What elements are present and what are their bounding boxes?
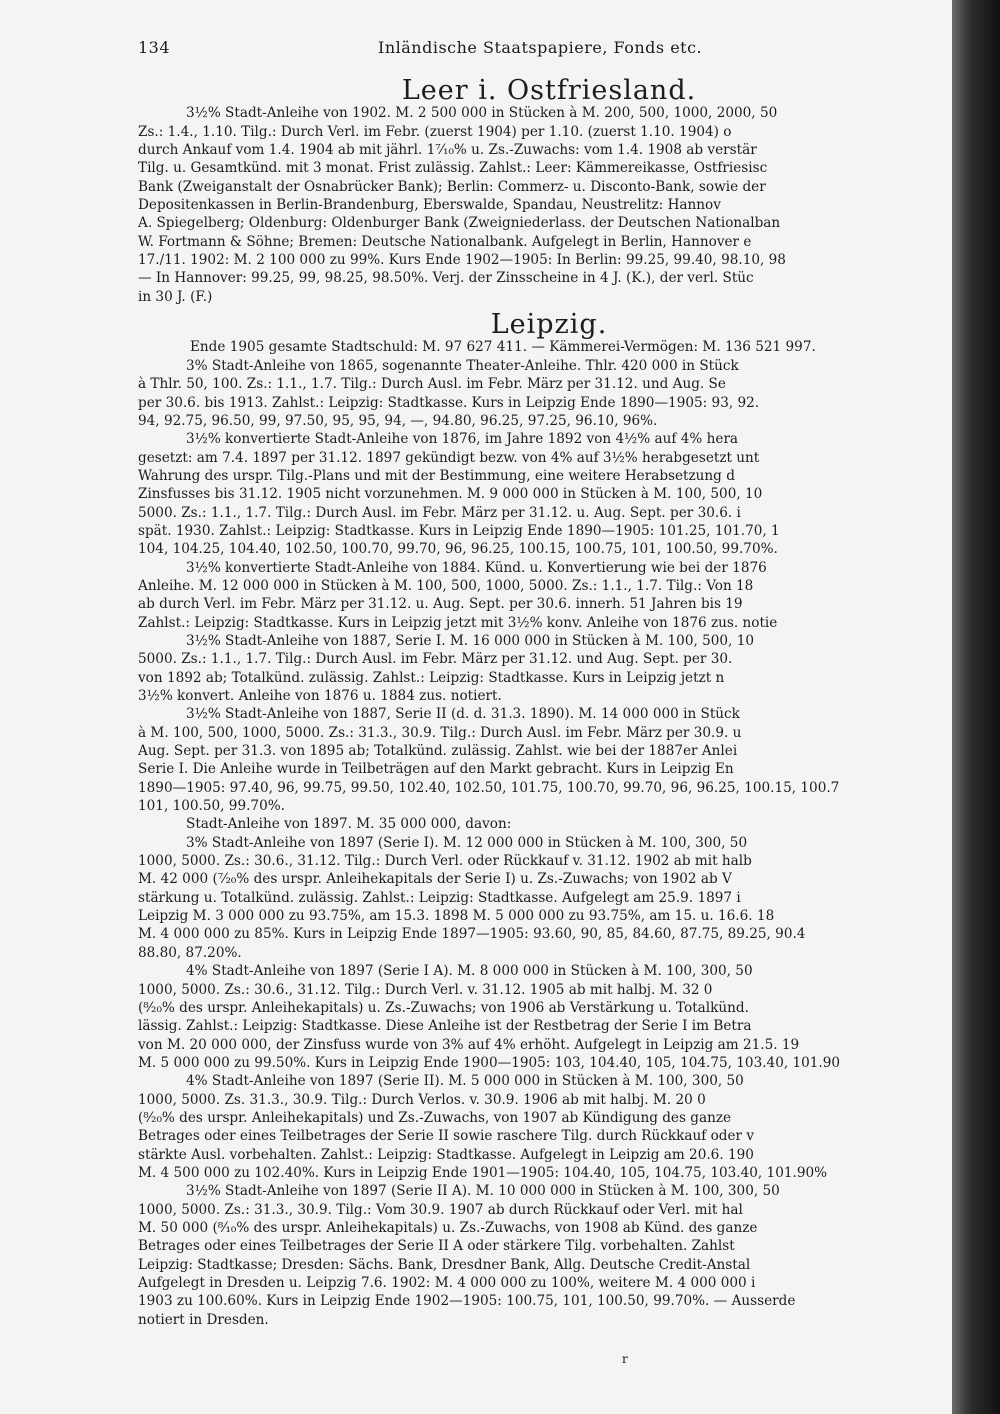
text-line: M. 42 000 (⁷⁄₂₀% des urspr. Anleihekapitals der Serie I) u. Zs.-Zuwachs; von 1902 ab V	[138, 871, 732, 888]
text-line: lässig. Zahlst.: Leipzig: Stadtkasse. Diese Anleihe ist der Restbetrag der Serie I im Betra	[138, 1018, 752, 1035]
text-line: M. 50 000 (⁸⁄₁₀% des urspr. Anleihekapitals) u. Zs.-Zuwachs, von 1908 ab Künd. des ganze	[138, 1219, 758, 1236]
text-line: 1000, 5000. Zs.: 30.6., 31.12. Tilg.: Durch Verl. oder Rückkauf v. 31.12. 1902 ab mit halb	[138, 853, 752, 870]
leer-entry	[138, 104, 952, 306]
text-line: 3% Stadt-Anleihe von 1865, sogenannte Theater-Anleihe. Thlr. 420 000 in Stück	[186, 357, 739, 374]
text-line: 4% Stadt-Anleihe von 1897 (Serie II). M. 5 000 000 in Stücken à M. 100, 300, 50	[186, 1073, 744, 1090]
text-line: M. 4 500 000 zu 102.40%. Kurs in Leipzig Ende 1901—1905: 104.40, 105, 104.75, 103.40, 101.90%	[138, 1164, 828, 1181]
text-line: 3½% Stadt-Anleihe von 1902. M. 2 500 000 in Stücken à M. 200, 500, 1000, 2000, 50	[186, 105, 778, 122]
section-title-leer: Leer i. Ostfriesland.	[401, 76, 697, 106]
text-line: 17./11. 1902: M. 2 100 000 zu 99%. Kurs Ende 1902—1905: In Berlin: 99.25, 99.40, 98.10, 98	[138, 252, 786, 269]
text-line: 1000, 5000. Zs.: 31.3., 30.9. Tilg.: Vom 30.9. 1907 ab durch Rückkauf oder Verl. mit hal	[138, 1201, 743, 1218]
text-line: 5000. Zs.: 1.1., 1.7. Tilg.: Durch Ausl. im Febr. März per 31.12. u. Aug. Sept. per 30.6. i	[138, 504, 741, 521]
text-line: Leipzig: Stadtkasse; Dresden: Sächs. Bank, Dresdner Bank, Allg. Deutsche Credit-Anstal	[138, 1256, 751, 1273]
running-title: Inländische Staatspapiere, Fonds etc.	[378, 38, 703, 57]
text-line: 3½% konvertierte Stadt-Anleihe von 1884. Künd. u. Konvertierung wie bei der 1876	[186, 559, 767, 576]
text-line: Betrages oder eines Teilbetrages der Serie II sowie raschere Tilg. durch Rückkauf oder v	[138, 1128, 755, 1145]
text-line: stärkte Ausl. vorbehalten. Zahlst.: Leipzig: Stadtkasse. Aufgelegt in Leipzig am 20.6. 190	[138, 1146, 754, 1163]
text-line: 5000. Zs.: 1.1., 1.7. Tilg.: Durch Ausl. im Febr. März per 31.12. und Aug. Sept. per 30.	[138, 651, 733, 668]
text-line: W. Fortmann & Söhne; Bremen: Deutsche Nationalbank. Aufgelegt in Berlin, Hannover e	[138, 233, 752, 250]
footer-mark: r	[622, 1352, 628, 1366]
text-line: von M. 20 000 000, der Zinsfuss wurde von 3% auf 4% erhöht. Aufgelegt in Leipzig am 21.5. 19	[138, 1036, 800, 1053]
text-line: Aug. Sept. per 31.3. von 1895 ab; Totalkünd. zulässig. Zahlst. wie bei der 1887er Anlei	[138, 743, 738, 760]
text-line: Betrages oder eines Teilbetrages der Serie II A oder stärkere Tilg. vorbehalten. Zahlst	[138, 1238, 735, 1255]
text-line: Tilg. u. Gesamtkünd. mit 3 monat. Frist zulässig. Zahlst.: Leer: Kämmereikasse, Ostfriesisc	[138, 160, 768, 177]
text-line: von 1892 ab; Totalkünd. zulässig. Zahlst.: Leipzig: Stadtkasse. Kurs in Leipzig jetzt n	[138, 669, 725, 686]
leipzig-intro: Ende 1905 gesamte Stadtschuld: M. 97 627 411. — Kämmerei-Vermögen: M. 136 521 997.	[190, 339, 816, 356]
page-edge-shadow	[952, 0, 1000, 1414]
section-title-leipzig: Leipzig.	[490, 309, 608, 341]
text-line: — In Hannover: 99.25, 99, 98.25, 98.50%. Verj. der Zinsscheine in 4 J. (K.), der verl. Stüc	[138, 270, 754, 287]
text-line: 1903 zu 100.60%. Kurs in Leipzig Ende 1902—1905: 100.75, 101, 100.50, 99.70%. — Ausserde	[138, 1293, 796, 1310]
leipzig-entries	[138, 357, 952, 1329]
text-line: Stadt-Anleihe von 1897. M. 35 000 000, davon:	[186, 816, 512, 833]
text-line: ab durch Verl. im Febr. März per 31.12. u. Aug. Sept. per 30.6. innerh. 51 Jahren bis 19	[138, 596, 743, 613]
text-line: 1000, 5000. Zs. 31.3., 30.9. Tilg.: Durch Verlos. v. 30.9. 1906 ab mit halbj. M. 20 0	[138, 1091, 706, 1108]
text-line: per 30.6. bis 1913. Zahlst.: Leipzig: Stadtkasse. Kurs in Leipzig Ende 1890—1905: 93, 92.	[138, 394, 760, 411]
page-content	[138, 76, 952, 1329]
text-line: Aufgelegt in Dresden u. Leipzig 7.6. 1902: M. 4 000 000 zu 100%, weitere M. 4 000 000 i	[138, 1275, 756, 1291]
text-line: 3½% Stadt-Anleihe von 1887, Serie I. M. 16 000 000 in Stücken à M. 100, 500, 10	[186, 632, 754, 649]
text-line: durch Ankauf vom 1.4. 1904 ab mit jährl. 1⁷⁄₁₀% u. Zs.-Zuwachs: vom 1.4. 1908 ab verstär	[138, 142, 757, 159]
text-line: 3% Stadt-Anleihe von 1897 (Serie I). M. 12 000 000 in Stücken à M. 100, 300, 50	[186, 834, 748, 851]
text-line: 3½% Stadt-Anleihe von 1887, Serie II (d. d. 31.3. 1890). M. 14 000 000 in Stück	[186, 706, 740, 723]
page-number: 134	[138, 38, 171, 57]
text-line: 3½% Stadt-Anleihe von 1897 (Serie II A). M. 10 000 000 in Stücken à M. 100, 300, 50	[186, 1183, 780, 1200]
text-line: Zahlst.: Leipzig: Stadtkasse. Kurs in Leipzig jetzt mit 3½% konv. Anleihe von 1876 zus. notie	[138, 614, 778, 631]
text-line: 88.80, 87.20%.	[138, 944, 242, 961]
text-line: Anleihe. M. 12 000 000 in Stücken à M. 100, 500, 1000, 5000. Zs.: 1.1., 1.7. Tilg.: Von 18	[138, 577, 754, 594]
text-line: gesetzt: am 7.4. 1897 per 31.12. 1897 gekündigt bezw. von 4% auf 3½% herabgesetzt unt	[138, 449, 760, 466]
text-line: (⁸⁄₂₀% des urspr. Anleihekapitals) und Zs.-Zuwachs, von 1907 ab Kündigung des ganze	[138, 1109, 732, 1126]
text-line: 94, 92.75, 96.50, 99, 97.50, 95, 95, 94, —, 94.80, 96.25, 97.25, 96.10, 96%.	[138, 412, 658, 429]
text-line: (⁸⁄₂₀% des urspr. Anleihekapitals) u. Zs.-Zuwachs; von 1906 ab Verstärkung u. Totalkünd.	[138, 999, 749, 1016]
text-line: 3½% konvertierte Stadt-Anleihe von 1876, im Jahre 1892 von 4½% auf 4% hera	[186, 431, 739, 448]
text-line: Wahrung des urspr. Tilg.-Plans und mit der Bestimmung, eine weitere Herabsetzung d	[138, 467, 735, 484]
text-line: M. 5 000 000 zu 99.50%. Kurs in Leipzig Ende 1900—1905: 103, 104.40, 105, 104.75, 103.40, 101.90	[138, 1054, 841, 1071]
text-line: Leipzig M. 3 000 000 zu 93.75%, am 15.3. 1898 M. 5 000 000 zu 93.75%, am 15. u. 16.6. 18	[138, 908, 775, 925]
text-line: spät. 1930. Zahlst.: Leipzig: Stadtkasse. Kurs in Leipzig Ende 1890—1905: 101.25, 101.70, 1	[138, 522, 780, 539]
text-line: à M. 100, 500, 1000, 5000. Zs.: 31.3., 30.9. Tilg.: Durch Ausl. im Febr. März per 30.9. u	[138, 724, 742, 741]
text-line: M. 4 000 000 zu 85%. Kurs in Leipzig Ende 1897—1905: 93.60, 90, 85, 84.60, 87.75, 89.25, 90.4	[138, 926, 806, 943]
text-line: 101, 100.50, 99.70%.	[138, 798, 285, 815]
text-line: in 30 J. (F.)	[138, 288, 213, 305]
running-head	[138, 38, 952, 60]
text-line: stärkung u. Totalkünd. zulässig. Zahlst.: Leipzig: Stadtkasse. Aufgelegt am 25.9. 1897 i	[138, 889, 741, 906]
text-line: 104, 104.25, 104.40, 102.50, 100.70, 99.70, 96, 96.25, 100.15, 100.75, 101, 100.50, 99.70%.	[138, 541, 778, 558]
text-line: A. Spiegelberg; Oldenburg: Oldenburger Bank (Zweigniederlass. der Deutschen Nationalban	[138, 215, 781, 232]
text-line: 1000, 5000. Zs.: 30.6., 31.12. Tilg.: Durch Verl. v. 31.12. 1905 ab mit halbj. M. 32 0	[138, 981, 713, 998]
text-line: Serie I. Die Anleihe wurde in Teilbeträgen auf den Markt gebracht. Kurs in Leipzig En	[138, 761, 734, 778]
text-line: notiert in Dresden.	[138, 1311, 269, 1328]
text-line: à Thlr. 50, 100. Zs.: 1.1., 1.7. Tilg.: Durch Ausl. im Febr. März per 31.12. und Aug. Se	[138, 376, 726, 393]
text-line: Zs.: 1.4., 1.10. Tilg.: Durch Verl. im Febr. (zuerst 1904) per 1.10. (zuerst 1.10. 1904) o	[138, 123, 732, 140]
text-line: Depositenkassen in Berlin-Brandenburg, Eberswalde, Spandau, Neustrelitz: Hannov	[138, 197, 721, 214]
text-line: 1890—1905: 97.40, 96, 99.75, 99.50, 102.40, 102.50, 101.75, 100.70, 99.70, 96, 96.25, 100.15, 100.7	[138, 779, 840, 796]
text-line: Zinsfusses bis 31.12. 1905 nicht vorzunehmen. M. 9 000 000 in Stücken à M. 100, 500, 10	[138, 486, 763, 503]
text-line: 3½% konvert. Anleihe von 1876 u. 1884 zus. notiert.	[138, 688, 502, 704]
text-line: Bank (Zweiganstalt der Osnabrücker Bank); Berlin: Commerz- u. Disconto-Bank, sowie der	[138, 178, 766, 195]
text-line: 4% Stadt-Anleihe von 1897 (Serie I A). M. 8 000 000 in Stücken à M. 100, 300, 50	[186, 963, 753, 980]
